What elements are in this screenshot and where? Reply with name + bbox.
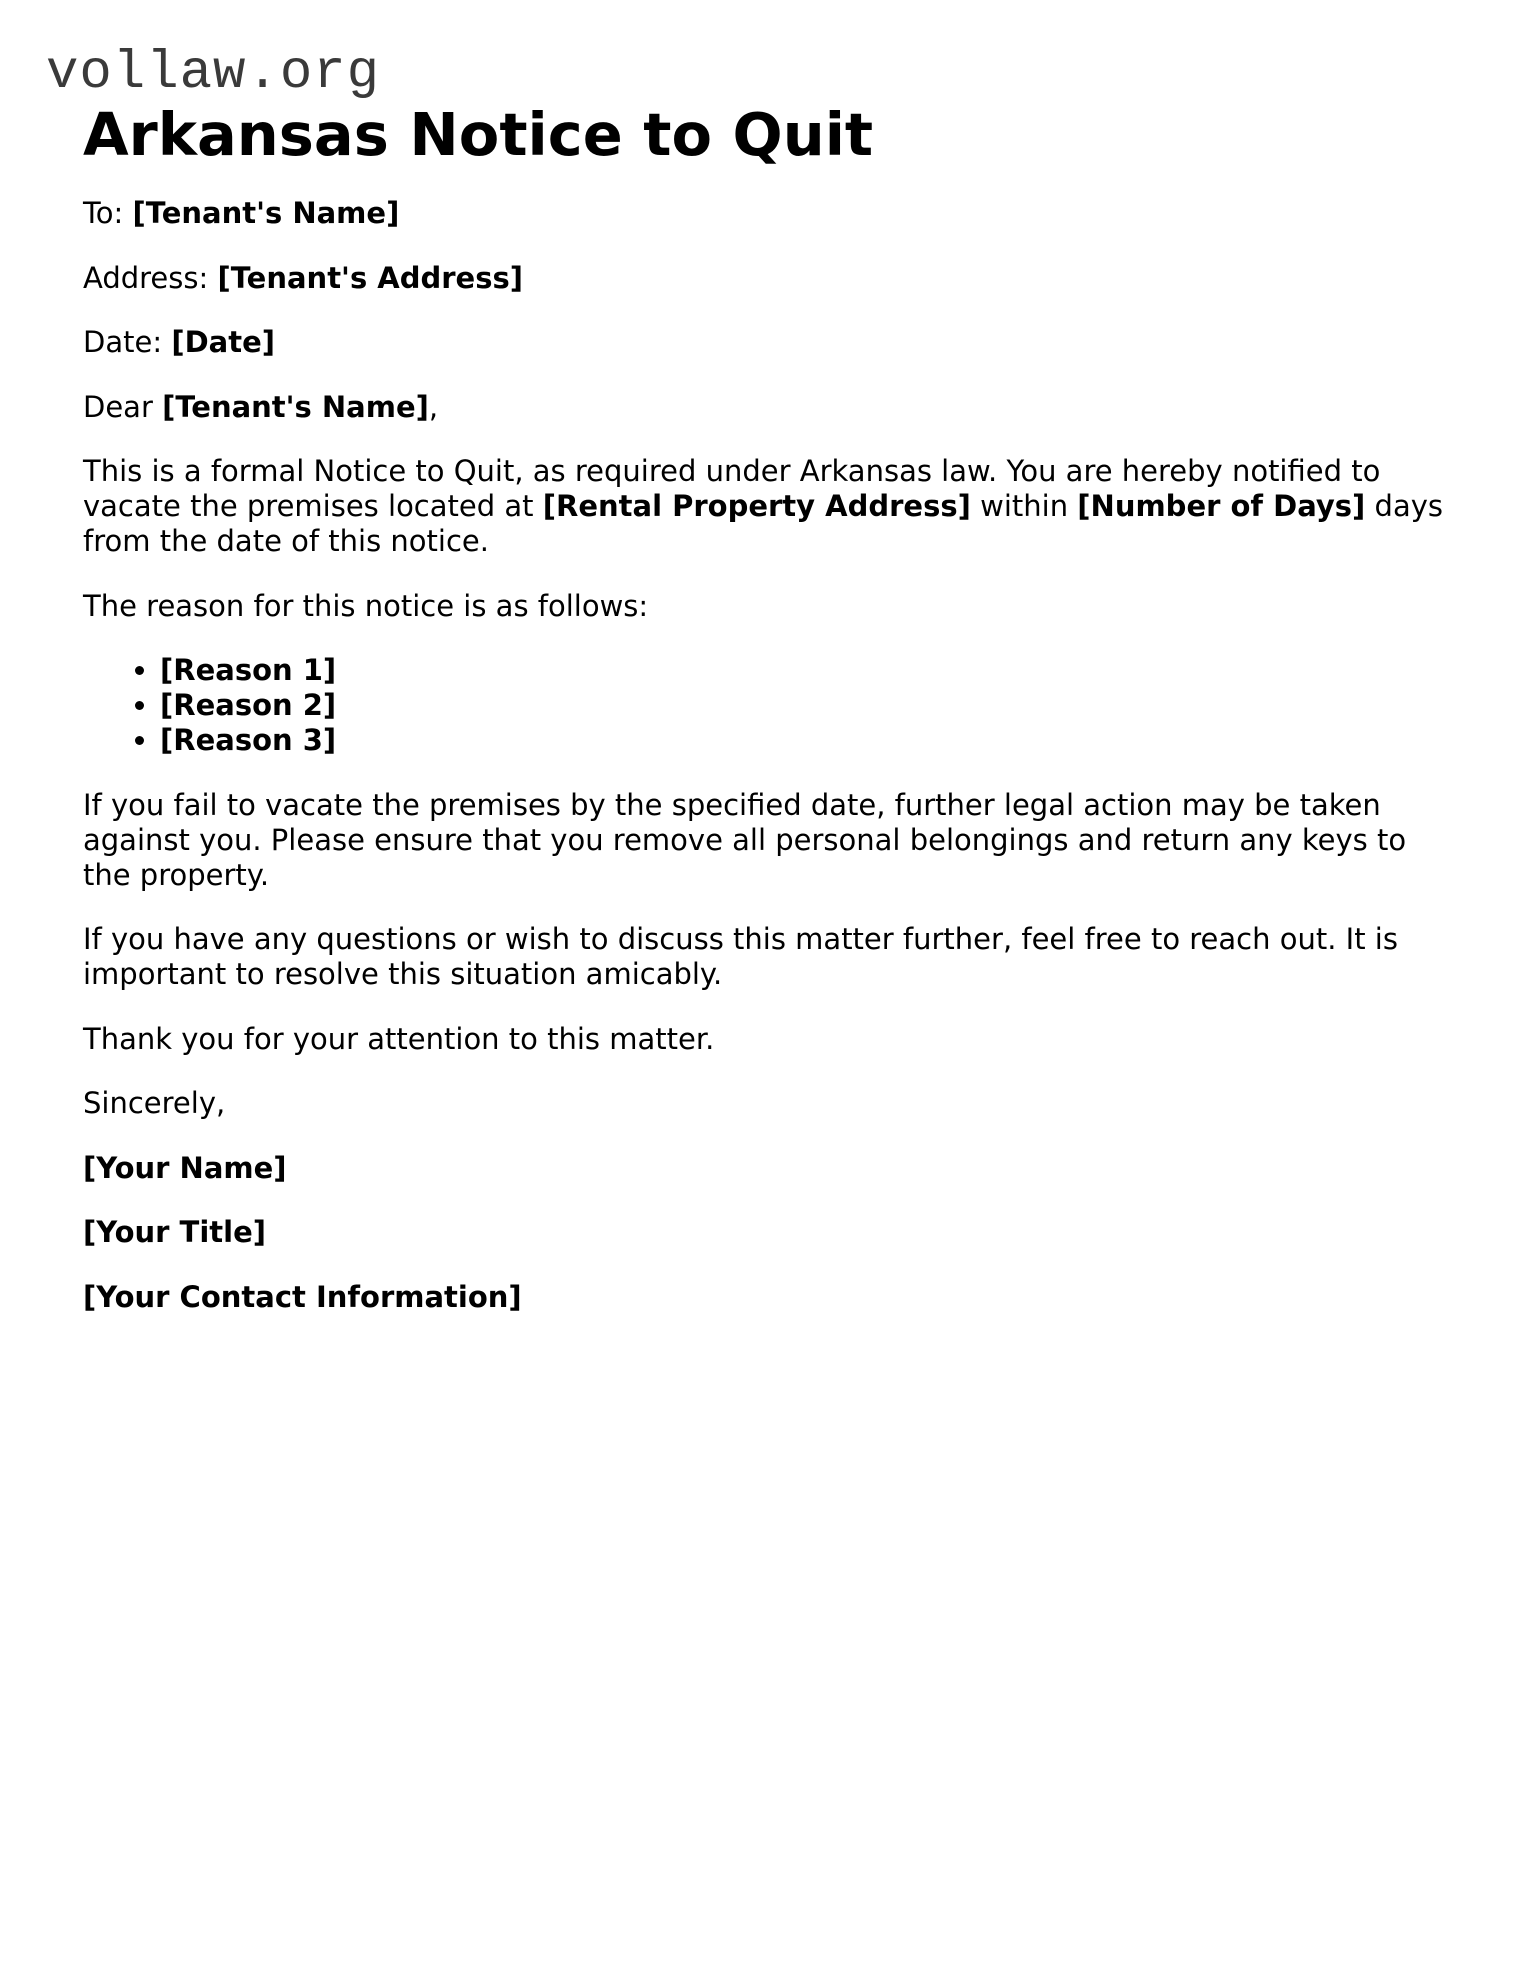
signer-name-placeholder: [Your Name] [83, 1150, 287, 1185]
reason-placeholder: [Reason 2] [160, 688, 337, 722]
consequence-paragraph: If you fail to vacate the premises by the specified date, further legal action may be taken against you. Please ensure that you remove all personal belongings and return any keys to the property. [83, 787, 1407, 892]
list-item [160, 688, 1453, 723]
to-label: To: [83, 196, 124, 230]
signature-block [83, 1151, 1453, 1315]
number-of-days-placeholder: [Number of Days] [1077, 489, 1366, 523]
notice-text-3: days from the date of this notice. [83, 489, 1443, 558]
list-item [160, 653, 1453, 688]
reason-list [83, 653, 1453, 758]
reason-placeholder: [Reason 1] [160, 653, 337, 687]
document-title: Arkansas Notice to Quit [83, 100, 874, 169]
signer-title-placeholder: [Your Title] [83, 1215, 267, 1249]
address-field [83, 261, 1453, 296]
tenant-name-placeholder: [Tenant's Name] [132, 196, 400, 230]
property-address-placeholder: [Rental Property Address] [542, 489, 971, 523]
notice-text-2: within [980, 489, 1069, 523]
closing-line: Sincerely, [83, 1086, 226, 1120]
notice-document [83, 100, 1453, 1344]
notice-text-1: This is a formal Notice to Quit, as required under Arkansas law. You are hereby notified to vacate the premises located at [83, 454, 1381, 523]
site-watermark: vollaw.org [46, 43, 381, 104]
salutation-prefix: Dear [83, 389, 153, 424]
date-label: Date: [83, 325, 163, 359]
tenant-address-placeholder: [Tenant's Address] [217, 260, 524, 295]
notice-paragraph [83, 454, 1453, 559]
salutation [83, 390, 1453, 425]
list-item [160, 723, 1453, 758]
date-field [83, 325, 1453, 360]
date-placeholder: [Date] [171, 325, 275, 359]
address-label: Address: [83, 260, 209, 295]
signer-contact-placeholder: [Your Contact Information] [83, 1279, 522, 1314]
reason-placeholder: [Reason 3] [160, 723, 337, 757]
salutation-suffix: , [428, 389, 439, 424]
thanks-line: Thank you for your attention to this matter. [83, 1021, 715, 1056]
to-field [83, 196, 1453, 231]
reason-intro: The reason for this notice is as follows: [83, 588, 649, 623]
salutation-name: [Tenant's Name] [162, 389, 429, 424]
questions-paragraph: If you have any questions or wish to discuss this matter further, feel free to reach out. It is important to resolve this situation amicably. [83, 922, 1398, 991]
